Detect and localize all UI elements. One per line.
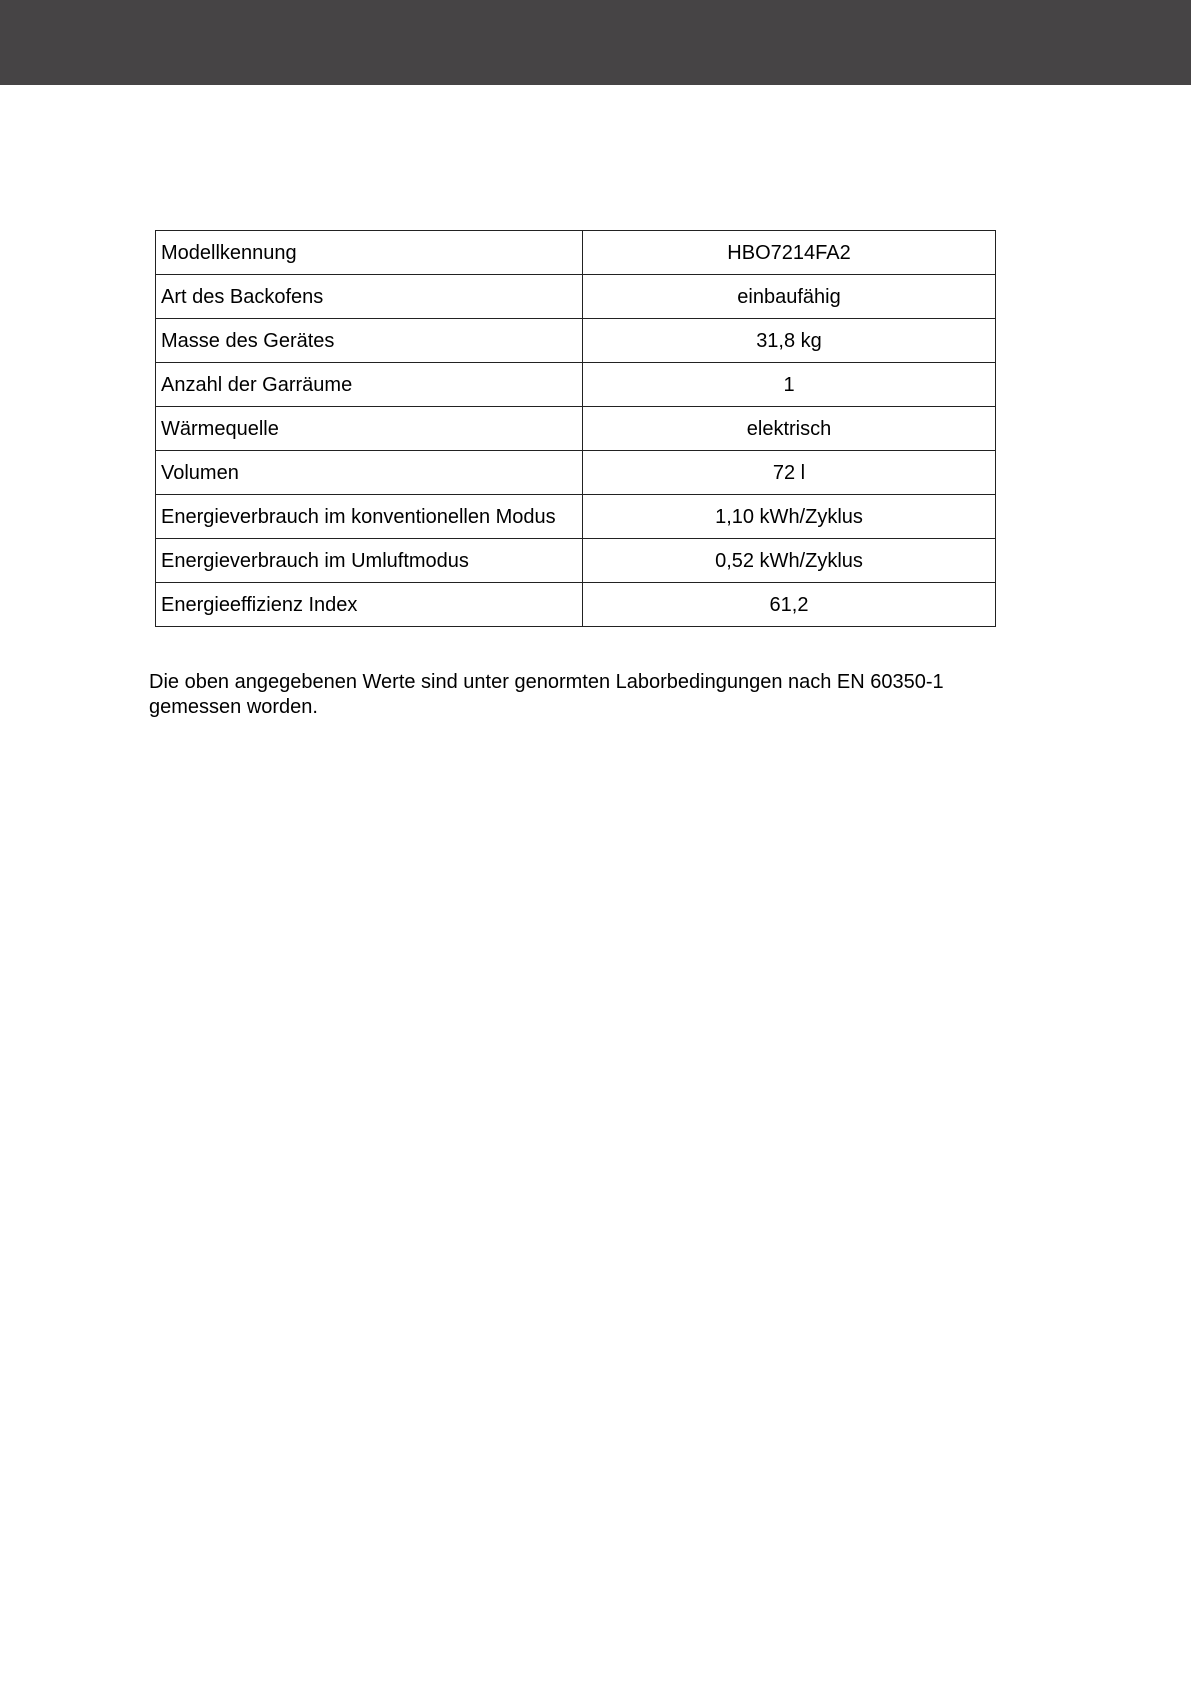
row-value: 0,52 kWh/Zyklus [583,539,996,583]
row-value: 31,8 kg [583,319,996,363]
table-row [156,407,996,451]
row-value: 61,2 [583,583,996,627]
row-label: Art des Backofens [156,275,583,319]
table-row [156,495,996,539]
table-row [156,231,996,275]
row-label: Modellkennung [156,231,583,275]
row-label: Energieverbrauch im konventionellen Modus [156,495,583,539]
table-row [156,451,996,495]
table-row [156,275,996,319]
table-row [156,583,996,627]
row-label: Energieeffizienz Index [156,583,583,627]
specification-table [155,230,996,627]
row-value: elektrisch [583,407,996,451]
header-bar [0,0,1191,85]
table-row [156,539,996,583]
footnote-line-1: Die oben angegebenen Werte sind unter genormten Laborbedingungen nach EN 60350-1 [149,671,944,693]
row-value: einbaufähig [583,275,996,319]
row-value: 72 l [583,451,996,495]
row-value: HBO7214FA2 [583,231,996,275]
footnote-text [149,670,1029,720]
row-value: 1,10 kWh/Zyklus [583,495,996,539]
row-label: Energieverbrauch im Umluftmodus [156,539,583,583]
row-value: 1 [583,363,996,407]
footnote-line-2: gemessen worden. [149,696,318,718]
row-label: Anzahl der Garräume [156,363,583,407]
row-label: Volumen [156,451,583,495]
row-label: Masse des Gerätes [156,319,583,363]
table-row [156,363,996,407]
row-label: Wärmequelle [156,407,583,451]
table-row [156,319,996,363]
